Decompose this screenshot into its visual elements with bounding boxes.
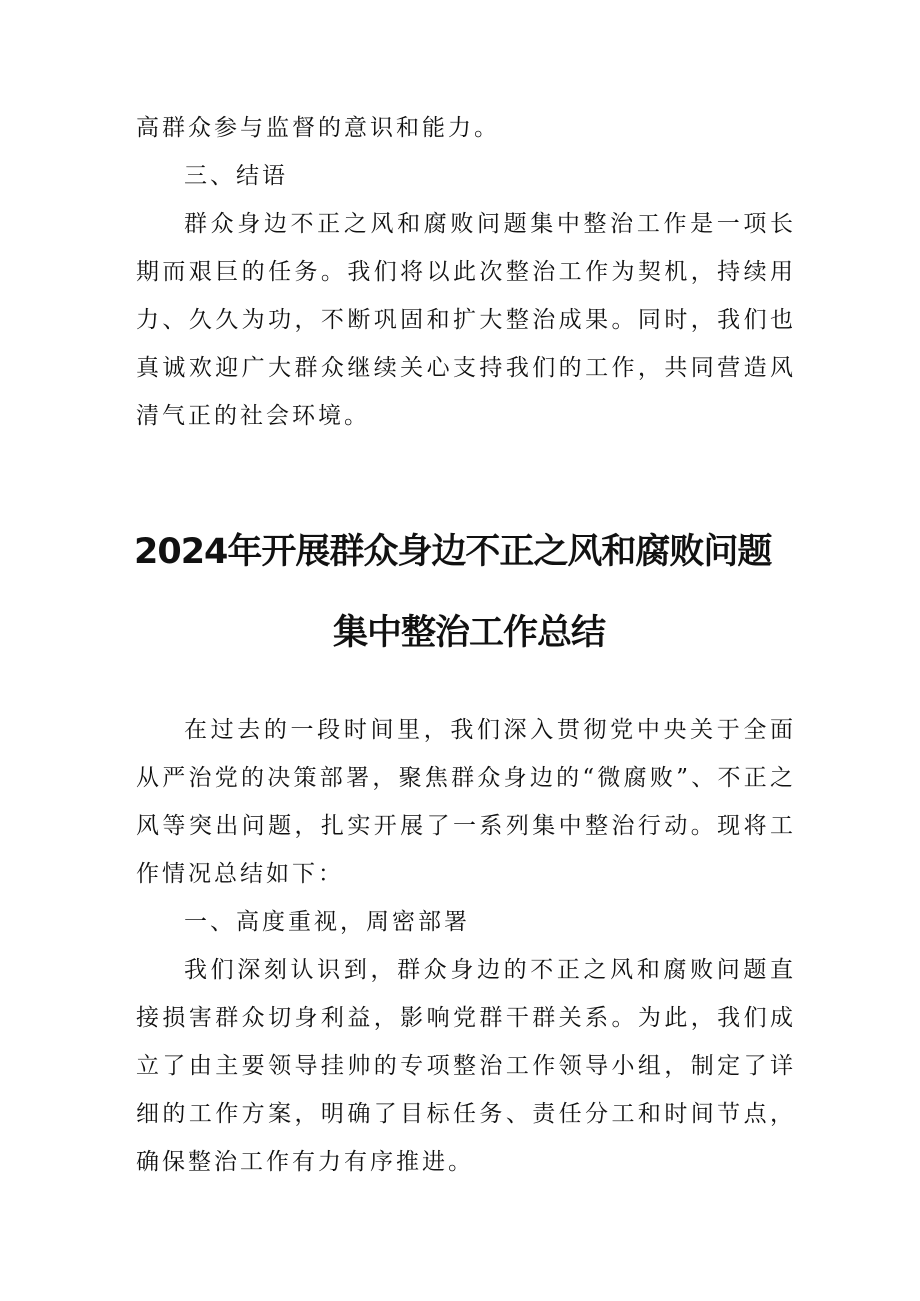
section-heading-one: 一、高度重视，周密部署 — [184, 909, 470, 935]
section-heading-conclusion: 三、结语 — [184, 163, 288, 189]
section-one-paragraph: 我们深刻认识到，群众身边的不正之风和腐败问题直接损害群众切身利益，影响党群干群关系。为此，我们成立了由主要领导挂帅的专项整治工作领导小组，制定了详细的工作方案，明确了目标任务、责任分工和时间节点，确保整治工作有力有序推进。 — [136, 957, 796, 1175]
continuation-paragraph: 高群众参与监督的意识和能力。 — [136, 115, 500, 141]
document-title-line-2: 集中整治工作总结 — [333, 613, 606, 653]
intro-paragraph: 在过去的一段时间里，我们深入贯彻党中央关于全面从严治党的决策部署，聚焦群众身边的“微腐败”、不正之风等突出问题，扎实开展了一系列集中整治行动。现将工作情况总结如下： — [136, 717, 796, 887]
summary-body — [136, 706, 796, 1186]
document-title-line-1: 2024年开展群众身边不正之风和腐败问题 — [134, 532, 772, 572]
previous-article-end — [136, 104, 796, 440]
conclusion-paragraph: 群众身边不正之风和腐败问题集中整治工作是一项长期而艰巨的任务。我们将以此次整治工作为契机，持续用力、久久为功，不断巩固和扩大整治成果。同时，我们也真诚欢迎广大群众继续关心支持我们的工作，共同营造风清气正的社会环境。 — [136, 211, 796, 429]
